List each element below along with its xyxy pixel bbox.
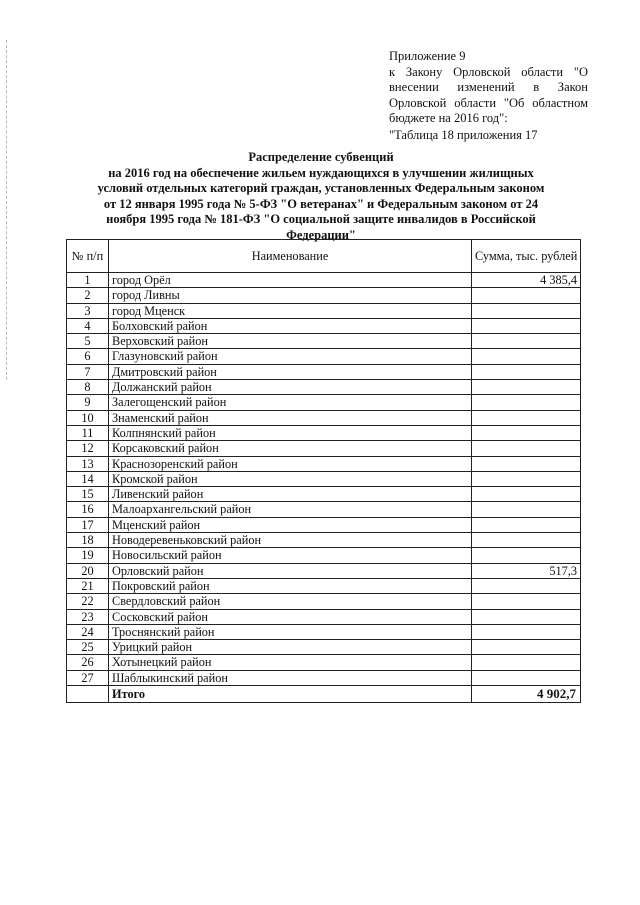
row-name: Ливенский район xyxy=(109,487,472,502)
row-sum xyxy=(472,303,581,318)
row-num: 15 xyxy=(67,487,109,502)
row-sum xyxy=(472,487,581,502)
row-name: Орловский район xyxy=(109,563,472,578)
appendix-text: к Закону Орловской области "О внесении изменений в Закон Орловской области "Об областном бюджете на 2016 год": xyxy=(389,64,588,125)
row-name: Мценский район xyxy=(109,517,472,532)
row-num: 26 xyxy=(67,655,109,670)
row-num: 19 xyxy=(67,548,109,563)
row-sum xyxy=(472,578,581,593)
row-sum xyxy=(472,334,581,349)
row-num: 4 xyxy=(67,318,109,333)
row-num: 22 xyxy=(67,594,109,609)
subsidy-table xyxy=(66,239,581,703)
row-sum xyxy=(472,349,581,364)
row-num: 8 xyxy=(67,380,109,395)
row-sum xyxy=(472,395,581,410)
row-name: Шаблыкинский район xyxy=(109,670,472,685)
table-row xyxy=(67,609,581,624)
row-sum xyxy=(472,624,581,639)
table-row xyxy=(67,624,581,639)
row-sum xyxy=(472,441,581,456)
table-row xyxy=(67,318,581,333)
appendix-note xyxy=(389,49,588,127)
row-name: Новодеревеньковский район xyxy=(109,533,472,548)
row-name: Глазуновский район xyxy=(109,349,472,364)
row-sum: 517,3 xyxy=(472,563,581,578)
row-num: 21 xyxy=(67,578,109,593)
row-name: Покровский район xyxy=(109,578,472,593)
row-num: 25 xyxy=(67,640,109,655)
total-num-cell xyxy=(67,686,109,703)
row-sum xyxy=(472,609,581,624)
row-num: 9 xyxy=(67,395,109,410)
row-name: Болховский район xyxy=(109,318,472,333)
title-heading: Распределение субвенций xyxy=(248,150,394,164)
table-row xyxy=(67,548,581,563)
appendix-title: Приложение 9 xyxy=(389,49,466,63)
table-row xyxy=(67,380,581,395)
table-row xyxy=(67,670,581,685)
row-sum xyxy=(472,594,581,609)
row-name: Знаменский район xyxy=(109,410,472,425)
table-row xyxy=(67,578,581,593)
table-row xyxy=(67,533,581,548)
row-name: Верховский район xyxy=(109,334,472,349)
row-num: 24 xyxy=(67,624,109,639)
row-name: Колпнянский район xyxy=(109,425,472,440)
row-num: 3 xyxy=(67,303,109,318)
table-row xyxy=(67,364,581,379)
row-num: 20 xyxy=(67,563,109,578)
row-num: 14 xyxy=(67,471,109,486)
table-row xyxy=(67,655,581,670)
table-row xyxy=(67,425,581,440)
row-name: Хотынецкий район xyxy=(109,655,472,670)
row-name: Должанский район xyxy=(109,380,472,395)
total-label: Итого xyxy=(109,686,472,703)
row-sum xyxy=(472,655,581,670)
table-row xyxy=(67,273,581,288)
table-row xyxy=(67,594,581,609)
row-sum xyxy=(472,288,581,303)
row-sum xyxy=(472,517,581,532)
table-row xyxy=(67,395,581,410)
header-name: Наименование xyxy=(109,240,472,273)
document-title xyxy=(96,150,546,244)
table-row xyxy=(67,334,581,349)
row-num: 7 xyxy=(67,364,109,379)
row-name: Дмитровский район xyxy=(109,364,472,379)
row-name: Корсаковский район xyxy=(109,441,472,456)
row-name: Урицкий район xyxy=(109,640,472,655)
row-sum: 4 385,4 xyxy=(472,273,581,288)
title-body: на 2016 год на обеспечение жильем нуждающихся в улучшении жилищных условий отдельных категорий граждан, установленных Федеральным законом от 12 января 1995 года № 5-ФЗ "О ветеранах" и Федеральным законом от 24 ноября 1995 года № 181-ФЗ "О социальной защите инвалидов в Российской Федерации" xyxy=(97,165,545,242)
row-sum xyxy=(472,502,581,517)
table-row xyxy=(67,441,581,456)
total-row xyxy=(67,686,581,703)
row-num: 27 xyxy=(67,670,109,685)
table-row xyxy=(67,640,581,655)
table-row xyxy=(67,563,581,578)
table-row xyxy=(67,303,581,318)
row-sum xyxy=(472,456,581,471)
header-num: № п/п xyxy=(67,240,109,273)
row-name: Свердловский район xyxy=(109,594,472,609)
row-num: 10 xyxy=(67,410,109,425)
table-header-row xyxy=(67,240,581,273)
table-row xyxy=(67,487,581,502)
header-sum: Сумма, тыс. рублей xyxy=(472,240,581,273)
row-sum xyxy=(472,380,581,395)
row-name: город Мценск xyxy=(109,303,472,318)
row-name: Сосковский район xyxy=(109,609,472,624)
table-row xyxy=(67,456,581,471)
row-sum xyxy=(472,548,581,563)
row-name: Малоархангельский район xyxy=(109,502,472,517)
row-num: 16 xyxy=(67,502,109,517)
row-num: 18 xyxy=(67,533,109,548)
row-sum xyxy=(472,471,581,486)
row-num: 17 xyxy=(67,517,109,532)
row-sum xyxy=(472,640,581,655)
row-name: Троснянский район xyxy=(109,624,472,639)
total-sum: 4 902,7 xyxy=(472,686,581,703)
table-row xyxy=(67,349,581,364)
table-row xyxy=(67,517,581,532)
table-body xyxy=(67,273,581,686)
row-name: город Ливны xyxy=(109,288,472,303)
row-sum xyxy=(472,425,581,440)
row-name: город Орёл xyxy=(109,273,472,288)
row-num: 6 xyxy=(67,349,109,364)
row-name: Кромской район xyxy=(109,471,472,486)
row-num: 11 xyxy=(67,425,109,440)
table-row xyxy=(67,410,581,425)
table-row xyxy=(67,502,581,517)
table-reference: "Таблица 18 приложения 17 xyxy=(389,128,538,142)
row-sum xyxy=(472,318,581,333)
row-num: 12 xyxy=(67,441,109,456)
row-sum xyxy=(472,410,581,425)
row-sum xyxy=(472,533,581,548)
row-name: Новосильский район xyxy=(109,548,472,563)
row-name: Краснозоренский район xyxy=(109,456,472,471)
row-num: 1 xyxy=(67,273,109,288)
row-sum xyxy=(472,364,581,379)
row-num: 5 xyxy=(67,334,109,349)
row-num: 13 xyxy=(67,456,109,471)
table-row xyxy=(67,471,581,486)
table-row xyxy=(67,288,581,303)
row-num: 2 xyxy=(67,288,109,303)
row-num: 23 xyxy=(67,609,109,624)
row-name: Залегощенский район xyxy=(109,395,472,410)
margin-rule xyxy=(6,40,7,380)
row-sum xyxy=(472,670,581,685)
